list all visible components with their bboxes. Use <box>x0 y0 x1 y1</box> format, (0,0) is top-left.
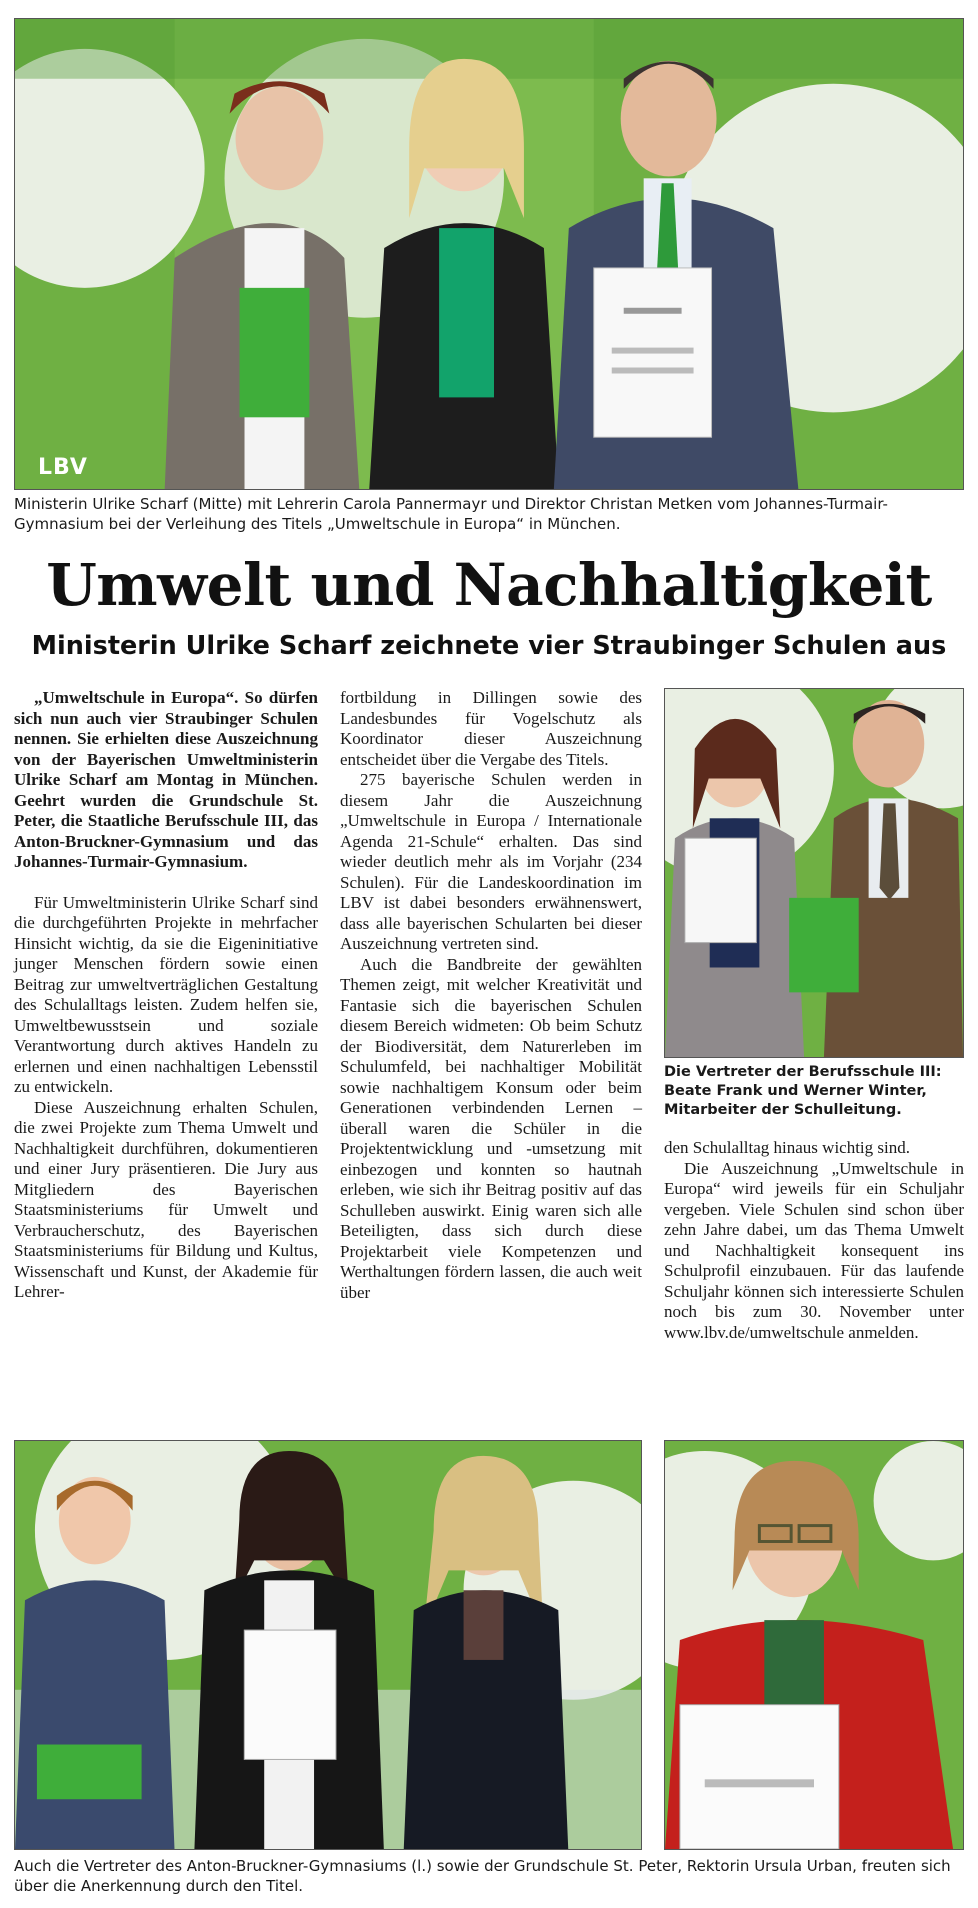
article-column-2 <box>340 688 642 1303</box>
article-paragraph: fortbildung in Dillingen sowie des Landesbundes für Vogelschutz als Koordinator dieser Auszeichnung entscheidet über die Vergabe des Titels. <box>340 688 642 769</box>
photo-top-award-ceremony <box>14 18 964 490</box>
bottom-photo-caption: Auch die Vertreter des Anton-Bruckner-Gymnasiums (l.) sowie der Grundschule St. Peter, Rektorin Ursula Urban, freuten sich über die Anerkennung durch den Titel. <box>14 1857 951 1895</box>
article-column-1 <box>14 688 318 1303</box>
article-column-3 <box>664 1138 964 1343</box>
article-paragraph: Für Umweltministerin Ulrike Scharf sind die durchgeführten Projekte in mehrfacher Hinsicht wichtig, da sie die Eigeninitiative junger Menschen fördern sowie einen Beitrag zur umweltverträglichen Gestaltung des Schulalltags leisten. Zudem helfen sie, Umweltbewusstsein und soziale Verantwortung durch aktives Handeln zu erlernen und einen nachhaltigen Lebensstil zu entwickeln. <box>14 892 318 1096</box>
article-paragraph: 275 bayerische Schulen werden in diesem Jahr die Auszeichnung „Umweltschule in Europa / Internationale Agenda 21-Schule“ erhalten. Das sind wieder deutlich mehr als im Vorjahr (234 Schulen). Für die Landeskoordination im LBV ist dabei besonders erwähnenswert, dass alle bayerischen Schularten bei dieser Auszeichnung vertreten sind. <box>340 770 642 953</box>
subheadline: Ministerin Ulrike Scharf zeichnete vier Straubinger Schulen aus <box>31 631 947 661</box>
article-lead: „Umweltschule in Europa“. So dürfen sich nun auch vier Straubinger Schulen nennen. Sie erhielten diese Auszeichnung von der Bayerischen Umweltministerin Ulrike Scharf am Montag in München. Geehrt wurden die Grundschule St. Peter, die Staatliche Berufsschule III, das Anton-Bruckner-Gymnasium und das Johannes-Turmair-Gymnasium. <box>14 688 318 871</box>
article-paragraph: Diese Auszeichnung erhalten Schulen, die zwei Projekte zum Thema Umwelt und Nachhaltigkeit durchführen, dokumentieren und einer Jury präsentieren. Die Jury aus Mitgliedern des Bayerischen Staatsministeriums für Umwelt und Verbraucherschutz, des Bayerischen Staatsministeriums für Bildung und Kultus, Wissenschaft und Kunst, der Akademie für Lehrer- <box>14 1097 318 1301</box>
berufsschule-photo-caption: Die Vertreter der Berufsschule III: Beate Frank und Werner Winter, Mitarbeiter der Schulleitung. <box>664 1064 942 1118</box>
article-paragraph: Auch die Bandbreite der gewählten Themen zeigt, mit welcher Kreativität und Fantasie sich die bayerischen Schulen diesem Bereich widmeten: Ob beim Schutz der Biodiversität, dem Naturerleben im Schulumfeld, bei nachhaltiger Mobilität sowie nachhaltigem Konsum oder beim Generationen verbindenden Lernen – überall waren die Schüler in die Projektentwicklung und -umsetzung mit einbezogen und konnten so hautnah erleben, wie sich ihr Beitrag positiv auf das Schulleben auswirkt. Einig waren sich alle Beteiligten, dass sich durch diese Projektarbeit viele Kompetenzen und Werthaltungen fördern lassen, die auch weit über <box>340 954 642 1302</box>
headline: Umwelt und Nachhaltigkeit <box>46 551 932 619</box>
article-paragraph: Die Auszeichnung „Umweltschule in Europa“ wird jeweils für ein Schuljahr vergeben. Viele Schulen sind schon über zehn Jahre dabei, um das Thema Umwelt und Nachhaltigkeit konsequent ins Schulprofil einzubauen. Für das laufende Schuljahr können sich interessierte Schulen noch bis zum 30. November unter www.lbv.de/umweltschule anmelden. <box>664 1158 964 1342</box>
lbv-logo: LBV <box>38 455 88 480</box>
photo-berufsschule <box>664 688 964 1058</box>
photo-anton-bruckner-gymnasium <box>14 1440 642 1850</box>
photo-grundschule-st-peter <box>664 1440 964 1850</box>
article-paragraph: den Schulalltag hinaus wichtig sind. <box>664 1138 910 1157</box>
top-photo-caption: Ministerin Ulrike Scharf (Mitte) mit Lehrerin Carola Pannermayr und Direktor Christan Metken vom Johannes-Turmair-Gymnasium bei der Verleihung des Titels „Umweltschule in Europa“ in München. <box>14 495 888 533</box>
